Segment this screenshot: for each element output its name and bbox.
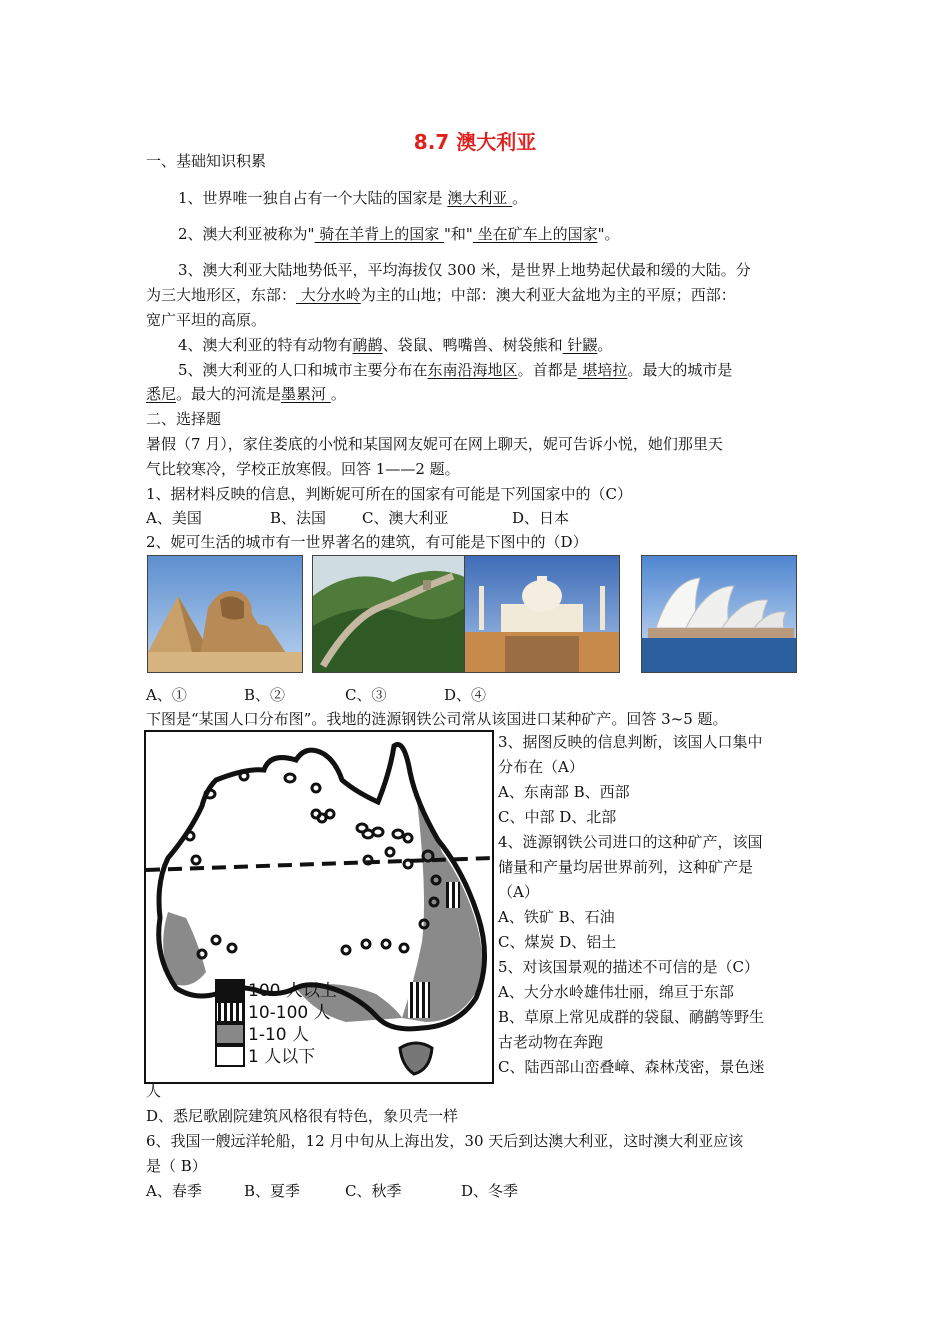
intro-line-1: 暑假（7 月），家住娄底的小悦和某国网友妮可在网上聊天，妮可告诉小悦，她们那里天 — [146, 435, 723, 453]
side-line: C、煤炭 D、铝土 — [498, 933, 617, 951]
choice-2-options — [146, 684, 811, 706]
question-5-line-2: 悉尼。最大的河流是墨累河 。 — [146, 385, 346, 403]
side-questions — [498, 730, 811, 1080]
legend-label: 100 人以上 — [248, 981, 337, 1001]
choice-5-option-d: D、悉尼歌剧院建筑风格很有特色，象贝壳一样 — [146, 1107, 459, 1125]
side-line: 储量和产量均居世界前列，这种矿产是 — [498, 858, 754, 876]
sphinx-pyramid-photo — [147, 555, 303, 673]
great-wall-photo — [312, 555, 468, 673]
option: C、③ — [345, 686, 387, 704]
option: C、秋季 — [345, 1182, 402, 1200]
population-distribution-map — [144, 730, 494, 1084]
choice-5-continuation: 人 — [146, 1082, 162, 1100]
answer: 大分水岭 — [296, 286, 361, 304]
answer: 骑在羊背上的国家 — [314, 225, 444, 243]
section-heading-1: 一、基础知识积累 — [146, 152, 267, 170]
side-line: A、东南部 B、西部 — [498, 783, 630, 801]
answer: 坐在矿车上的国家 — [472, 225, 598, 243]
side-line: B、草原上常见成群的袋鼠、鸸鹋等野生 — [498, 1008, 765, 1026]
choice-question-2: 2、妮可生活的城市有一世界著名的建筑，有可能是下图中的（D） — [146, 533, 588, 551]
choice-1-options — [146, 507, 811, 529]
option: C、澳大利亚 — [362, 509, 449, 527]
option: D、④ — [444, 686, 487, 704]
taj-mahal-photo — [464, 555, 620, 673]
option: D、日本 — [512, 509, 570, 527]
question-3-line-2: 为三大地形区，东部： 大分水岭为主的山地；中部：澳大利亚大盆地为主的平原；西部： — [146, 286, 736, 304]
legend-label: 1 人以下 — [248, 1047, 316, 1067]
option: D、冬季 — [461, 1182, 519, 1200]
choice-question-1: 1、据材料反映的信息，判断妮可所在的国家有可能是下列国家中的（C） — [146, 485, 633, 503]
choice-question-6-line-2: 是（ B） — [146, 1157, 207, 1175]
option: B、夏季 — [244, 1182, 301, 1200]
sydney-opera-house-photo — [641, 555, 797, 673]
section-heading-2: 二、选择题 — [146, 410, 222, 428]
option: A、美国 — [146, 509, 202, 527]
side-line: 4、涟源钢铁公司进口的这种矿产，该国 — [498, 833, 763, 851]
question-3-line-1: 3、澳大利亚大陆地势低平，平均海拔仅 300 米，是世界上地势起伏最和缓的大陆。分 — [178, 261, 751, 279]
option: A、① — [146, 686, 187, 704]
side-line: A、铁矿 B、石油 — [498, 908, 615, 926]
side-line: 3、据图反映的信息判断，该国人口集中 — [498, 733, 763, 751]
answer: 东南沿海地区 — [427, 361, 518, 379]
answer: 针鼹 — [562, 336, 598, 354]
question-5-line-1: 5、澳大利亚的人口和城市主要分布在东南沿海地区。首都是 堪培拉。最大的城市是 — [178, 361, 733, 379]
side-line: A、大分水岭雄伟壮丽，绵亘于东部 — [498, 983, 734, 1001]
answer: 墨累河 — [281, 385, 331, 403]
legend-label: 1-10 人 — [248, 1025, 309, 1045]
map-intro: 下图是“某国人口分布图”。我地的涟源钢铁公司常从该国进口某种矿产。回答 3~5 题。 — [146, 710, 728, 728]
question-3-line-3: 宽广平坦的高原。 — [146, 311, 267, 329]
choice-question-6-line-1: 6、我国一艘远洋轮船，12 月中旬从上海出发，30 天后到达澳大利亚，这时澳大利亚应该 — [146, 1132, 744, 1150]
map-legend — [248, 980, 337, 1068]
side-line: 5、对该国景观的描述不可信的是（C） — [498, 958, 760, 976]
intro-line-2: 气比较寒冷，学校正放寒假。回答 1——2 题。 — [146, 460, 460, 478]
option: A、春季 — [146, 1182, 202, 1200]
question-2: 2、澳大利亚被称为" 骑在羊背上的国家 "和" 坐在矿车上的国家"。 — [178, 225, 620, 243]
legend-label: 10-100 人 — [248, 1003, 331, 1023]
side-line: C、中部 D、北部 — [498, 808, 617, 826]
option: B、② — [244, 686, 286, 704]
question-1: 1、世界唯一独自占有一个大陆的国家是 澳大利亚 。 — [178, 189, 528, 207]
side-line: 分布在（A） — [498, 758, 584, 776]
question-4: 4、澳大利亚的特有动物有鸸鹋、袋鼠、鸭嘴兽、树袋熊和 针鼹。 — [178, 336, 613, 354]
side-line: （A） — [498, 883, 539, 901]
choice-6-options — [146, 1180, 811, 1202]
side-line: 古老动物在奔跑 — [498, 1033, 604, 1051]
answer: 鸸鹋 — [352, 336, 383, 354]
answer: 悉尼 — [146, 385, 177, 403]
answer: 堪培拉 — [577, 361, 628, 379]
page-title: 8.7 澳大利亚 — [413, 130, 537, 154]
side-line: C、陆西部山峦叠嶂、森林茂密，景色迷 — [498, 1058, 765, 1076]
answer: 澳大利亚 — [447, 189, 513, 207]
option: B、法国 — [270, 509, 327, 527]
